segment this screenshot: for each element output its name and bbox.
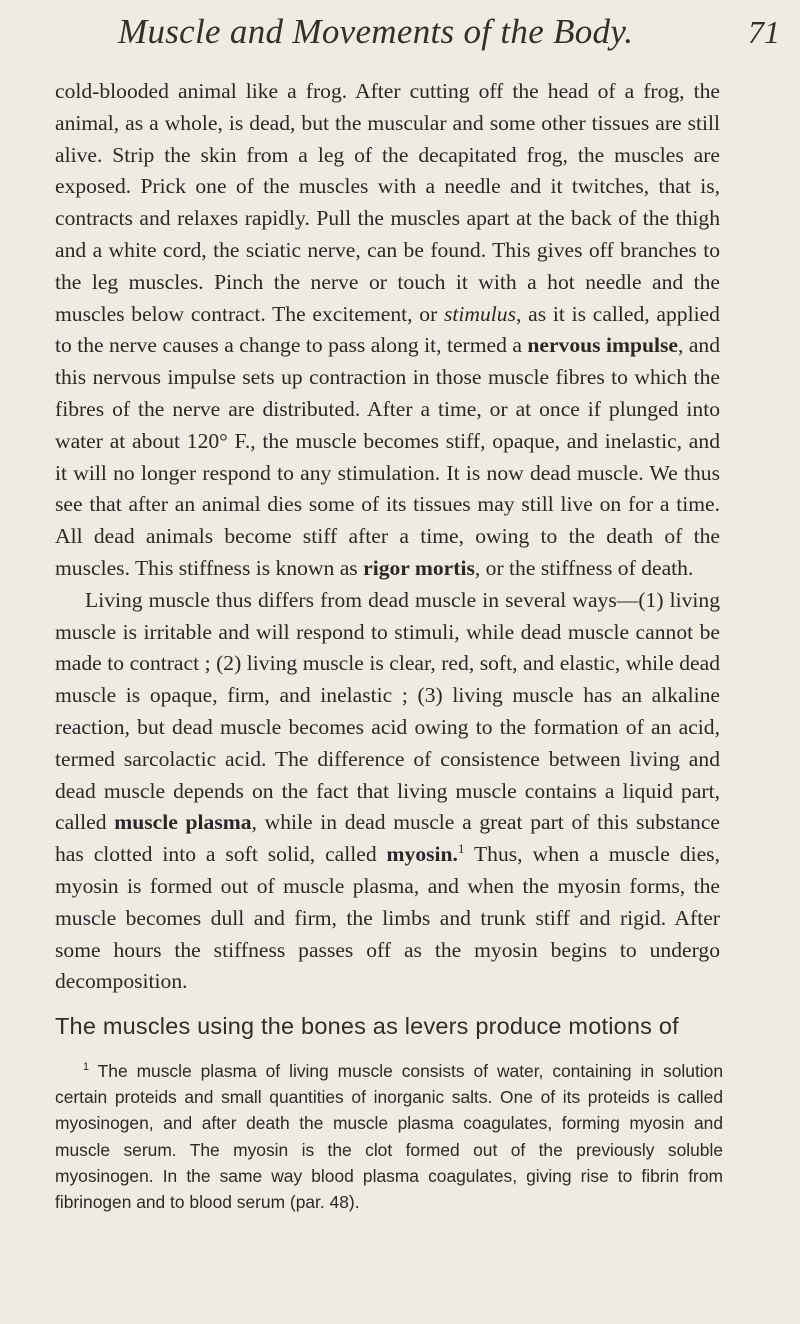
footnote-reference: 1 [457, 840, 465, 856]
term-rigor-mortis: rigor mortis [363, 555, 475, 580]
footnote-marker: 1 [83, 1061, 89, 1074]
paragraph-frog-experiment [55, 76, 720, 585]
body-text [55, 76, 720, 998]
footnote [55, 1058, 723, 1215]
paragraph-text: cold-blooded animal like a frog. After cutting off the head of a frog, the animal, as a whole, is dead, but the muscular and some other tissues are still alive. Strip the skin from a leg of the decapitated frog, the muscles are exposed. Prick one of the muscles with a needle and it twitches, that is, contracts and relaxes rapidly. Pull the muscles apart at the back of the thigh and a white cord, the sciatic nerve, can be found. This gives off branches to the leg muscles. Pinch the nerve or touch it with a hot needle and the muscles below contract. The excitement, or [55, 79, 720, 326]
term-nervous-impulse: nervous impulse [527, 333, 678, 358]
footnote-paragraph [55, 1058, 723, 1215]
running-head [0, 6, 800, 56]
paragraph-text: , and this nervous impulse sets up contraction in those muscle fibres to which the fibres of the nerve are distributed. After a time, or at once if plunged into water at about 120° F., the muscle becomes stiff, opaque, and inelastic, and it will no longer respond to any stimulation. It is now dead muscle. We thus see that after an animal dies some of its tissues may still live on for a time. All dead animals become stiff after a time, owing to the death of the muscles. This stiffness is known as [55, 333, 720, 580]
term-stimulus: stimulus [444, 301, 516, 326]
paragraph-text: , as it is called, applied to the nerve causes a change to pass along it, termed a [55, 301, 720, 358]
footnote-text: The muscle plasma of living muscle consists of water, containing in solution certain proteids and small quantities of inorganic salts. One of its proteids is called myosinogen, and after death the muscle plasma coagulates, forming myosin and muscle serum. The myosin is the clot formed out of the previously soluble myosinogen. In the same way blood plasma coagulates, giving rise to fibrin from fibrinogen and to blood serum (par. 48). [55, 1061, 723, 1213]
paragraph-text: Thus, when a muscle dies, myosin is formed out of muscle plasma, and when the myosin forms, the muscle becomes dull and firm, the limbs and trunk stiff and rigid. After some hours the stiffness passes off as the myosin begins to undergo decomposition. [55, 842, 720, 994]
term-myosin: myosin. [386, 842, 458, 867]
paragraph-text: Living muscle thus differs from dead muscle in several ways—(1) living muscle is irritable and will respond to stimuli, while dead muscle cannot be made to contract ; (2) living muscle is clear, red, soft, and elastic, while dead muscle is opaque, firm, and inelastic ; (3) living muscle has an alkaline reaction, but dead muscle becomes acid owing to the formation of an acid, termed sarcolactic acid. The difference of consistence between living and dead muscle depends on the fact that living muscle contains a liquid part, called [55, 587, 720, 835]
running-title: Muscle and Movements of the Body. [118, 12, 634, 51]
paragraph-text: , while in dead muscle a great part of this substance has clotted into a soft solid, called [55, 810, 721, 867]
paragraph-living-vs-dead-muscle [55, 585, 720, 998]
term-muscle-plasma: muscle plasma [114, 810, 252, 835]
page-number: 71 [748, 14, 780, 50]
section-heading: The muscles using the bones as levers produce motions of [55, 1013, 679, 1039]
paragraph-text: , or the stiffness of death. [474, 555, 694, 580]
